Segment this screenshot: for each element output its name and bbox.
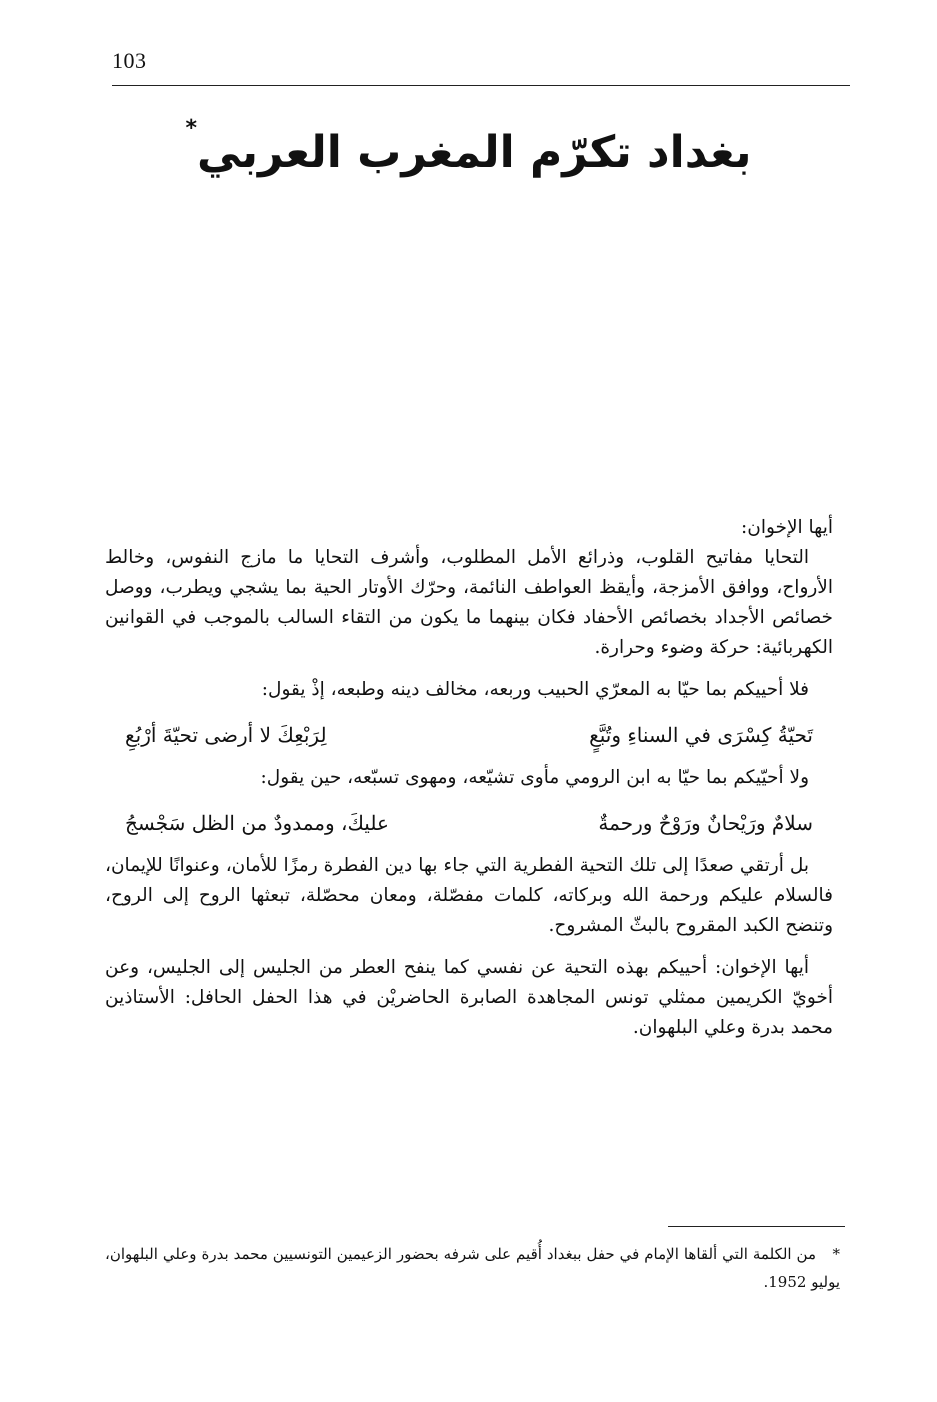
salutation: أيها الإخوان: <box>741 517 833 538</box>
footnote-marker: * <box>832 1245 840 1263</box>
verse-1 <box>125 719 813 751</box>
paragraph-5: أيها الإخوان: أحييكم بهذه التحية عن نفسي كما ينفح العطر من الجليس إلى الجليس، وعن أخويّ الكريمين ممثلي تونس المجاهدة الصابرة الحاضريْن في هذا الحفل الحافل: الأستاذين محمد بدرة وعلي البلهوان. <box>105 957 833 1038</box>
title-text: بغداد تكرّم المغرب العربي <box>197 127 752 178</box>
verse-2-first-hemistich: سلامٌ ورَيْحانٌ ورَوْحٌ ورحمةٌ <box>598 811 813 835</box>
footnote-text: من الكلمة التي ألقاها الإمام في حفل ببغداد أُقيم على شرفه بحضور الزعيمين التونسيين محمد بدرة وعلي البلهوان، يوليو 1952. <box>105 1245 840 1291</box>
footnote <box>105 1240 840 1296</box>
footnote-rule <box>668 1226 845 1227</box>
verse-1-second-hemistich: لِرَبْعِكَ لا أرضى تحيّةَ أرْبُعِ <box>125 723 327 747</box>
page-title <box>100 118 837 188</box>
title-footnote-marker: * <box>185 116 197 141</box>
page-number: 103 <box>112 48 147 73</box>
paragraph-3: ولا أحيّيكم بما حيّا به ابن الرومي مأوى تشيّعه، ومهوى تسبّعه، حين يقول: <box>260 767 809 788</box>
header-rule <box>112 85 850 86</box>
verse-2 <box>125 807 813 839</box>
article-body <box>105 513 833 1043</box>
verse-1-first-hemistich: تَحيّةُ كِسْرَى في السناءِ وتُبَّعٍ <box>589 723 813 747</box>
paragraph-1: التحايا مفاتيح القلوب، وذرائع الأمل المطلوب، وأشرف التحايا ما مازج النفوس، وخالط الأرواح، ووافق الأمزجة، وأيقظ العواطف النائمة، وحرّك الأوتار الحية بما يشجي ويطرب، ووصل خصائص الأجداد بخصائص الأحفاد فكان بينهما ما يكون من التقاء السالب بالموجب في القوانين الكهربائية: حركة وضوء وحرارة. <box>105 547 833 658</box>
paragraph-2: فلا أحييكم بما حيّا به المعرّي الحبيب وربعه، مخالف دينه وطبعه، إذْ يقول: <box>261 679 809 700</box>
verse-2-second-hemistich: عليكَ، وممدودٌ من الظل سَجْسجُ <box>125 811 389 835</box>
paragraph-4: بل أرتقي صعدًا إلى تلك التحية الفطرية التي جاء بها دين الفطرة رمزًا للأمان، وعنوانًا للإيمان، فالسلام عليكم ورحمة الله وبركاته، كلمات مفصّلة، ومعان محصّلة، تبعثها الروح إلى الروح، وتنضح الكبد المقروح بالبثّ المشروح. <box>105 855 833 936</box>
